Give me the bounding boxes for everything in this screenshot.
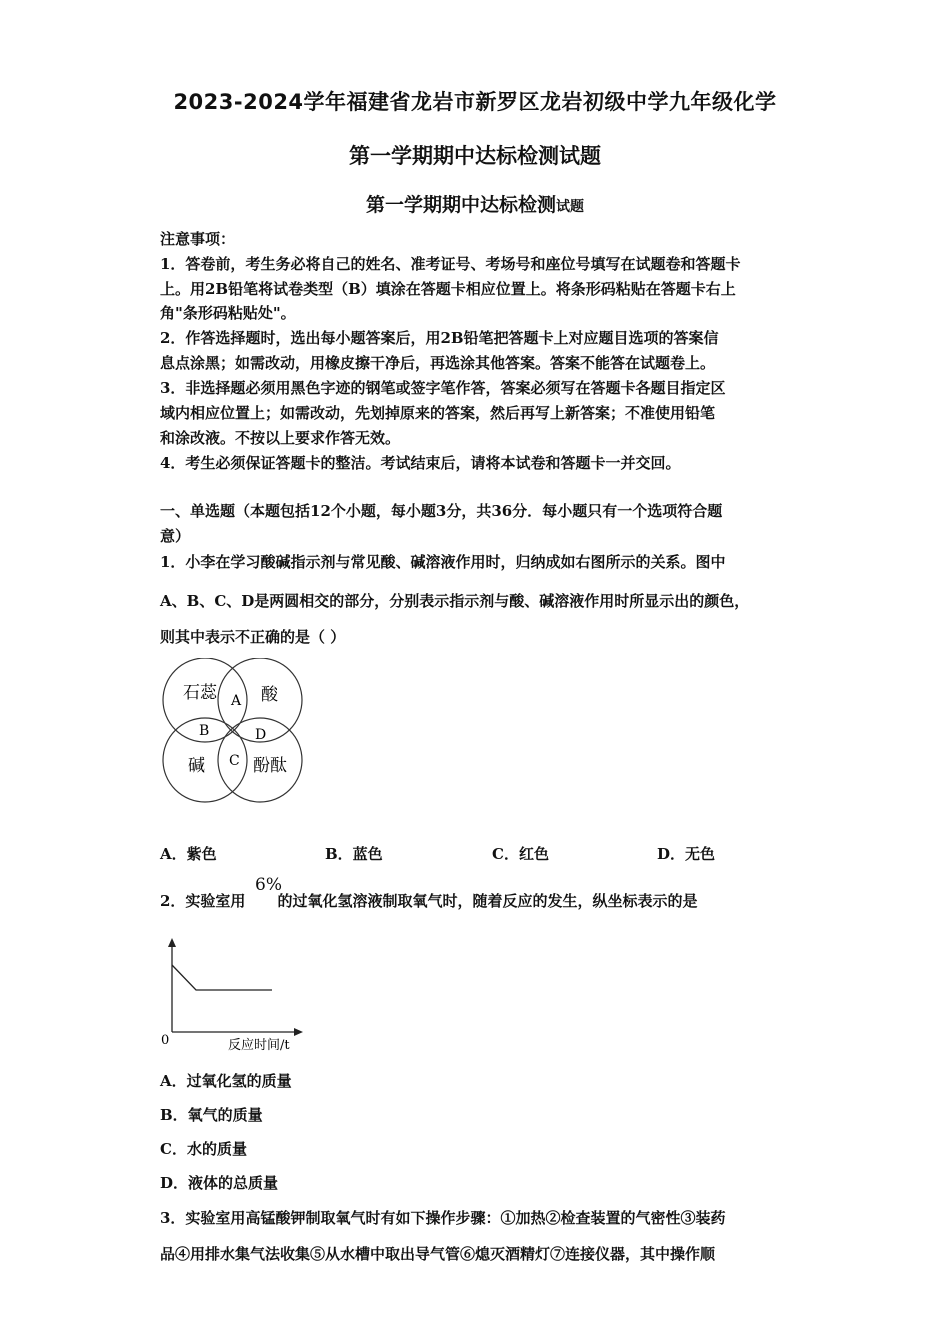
q3-text-line: 品④用排水集气法收集⑤从水槽中取出导气管⑥熄灭酒精灯⑦连接仪器，其中操作顺	[160, 1245, 716, 1263]
q2-option-d: D．液体的总质量	[160, 1174, 279, 1192]
graph-origin-label: 0	[161, 1033, 170, 1048]
q1-text-line: A、B、C、D是两圆相交的部分，分别表示指示剂与酸、碱溶液作用时所显示出的颜色，	[160, 592, 750, 610]
section-heading-line: 一、单选题（本题包括12个小题，每小题3分，共36分．每小题只有一个选项符合题	[160, 502, 723, 520]
q2-text	[160, 890, 697, 911]
q1-option-c: C．红色	[492, 845, 549, 863]
venn-label-litmus: 石蕊	[183, 683, 217, 703]
notice-heading: 注意事项：	[160, 230, 236, 248]
notice-line: 3．非选择题必须用黑色字迹的钢笔或签字笔作答，答案必须写在答题卡各题目指定区	[160, 379, 726, 397]
q2-prefix: 2．实验室用	[160, 892, 246, 910]
notice-line: 域内相应位置上；如需改动，先划掉原来的答案，然后再写上新答案；不准使用铅笔	[160, 404, 716, 422]
q3-text-line: 3．实验室用高锰酸钾制取氧气时有如下操作步骤：①加热②检查装置的气密性③装药	[160, 1209, 726, 1227]
notice-line: 和涂改液。不按以上要求作答无效。	[160, 429, 401, 447]
notice-line: 1．答卷前，考生务必将自己的姓名、准考证号、考场号和座位号填写在试题卷和答题卡	[160, 255, 741, 273]
q2-option-b: B．氧气的质量	[160, 1106, 263, 1124]
venn-label-acid: 酸	[261, 685, 278, 705]
notice-line: 息点涂黑；如需改动，用橡皮擦干净后，再选涂其他答案。答案不能答在试题卷上。	[160, 354, 716, 372]
q1-option-d: D．无色	[657, 845, 716, 863]
graph-x-label: 反应时间/t	[228, 1038, 290, 1053]
exam-title-line1: 2023-2024学年福建省龙岩市新罗区龙岩初级中学九年级化学	[173, 90, 777, 114]
venn-region-b: B	[199, 723, 210, 739]
q1-text-line: 则其中表示不正确的是（ ）	[160, 628, 346, 646]
q2-concentration: 6%	[255, 875, 282, 895]
q1-text-line: 1．小李在学习酸碱指示剂与常见酸、碱溶液作用时，归纳成如右图所示的关系。图中	[160, 553, 726, 571]
exam-title-line3	[0, 190, 950, 217]
exam-title-line2: 第一学期期中达标检测试题	[349, 144, 601, 168]
notice-line: 上。用2B铅笔将试卷类型（B）填涂在答题卡相应位置上。将条形码粘贴在答题卡右上	[160, 280, 736, 298]
venn-region-a: A	[231, 693, 242, 709]
q1-venn-diagram	[155, 658, 315, 808]
q2-suffix: 的过氧化氢溶液制取氧气时，随着反应的发生，纵坐标表示的是	[277, 892, 698, 910]
q1-option-a: A．紫色	[160, 845, 217, 863]
q2-option-c: C．水的质量	[160, 1140, 247, 1158]
exam-title-line3-small: 试题	[556, 199, 584, 215]
graph-x-arrow	[294, 1028, 303, 1036]
venn-label-phenolphthalein: 酚酞	[253, 756, 287, 776]
venn-region-c: C	[229, 753, 240, 769]
section-heading-line: 意）	[160, 527, 191, 545]
q2-graph	[150, 935, 310, 1060]
venn-region-d: D	[255, 727, 267, 743]
exam-title-line3-main: 第一学期期中达标检测	[365, 194, 556, 216]
venn-label-base: 碱	[188, 756, 205, 776]
notice-line: 角"条形码粘贴处"。	[160, 304, 296, 322]
notice-line: 4．考生必须保证答题卡的整洁。考试结束后，请将本试卷和答题卡一并交回。	[160, 454, 681, 472]
graph-curve	[172, 965, 272, 990]
q2-option-a: A．过氧化氢的质量	[160, 1072, 292, 1090]
graph-y-arrow	[168, 938, 176, 947]
q1-option-b: B．蓝色	[325, 845, 383, 863]
notice-line: 2．作答选择题时，选出每小题答案后，用2B铅笔把答题卡上对应题目选项的答案信	[160, 329, 719, 347]
